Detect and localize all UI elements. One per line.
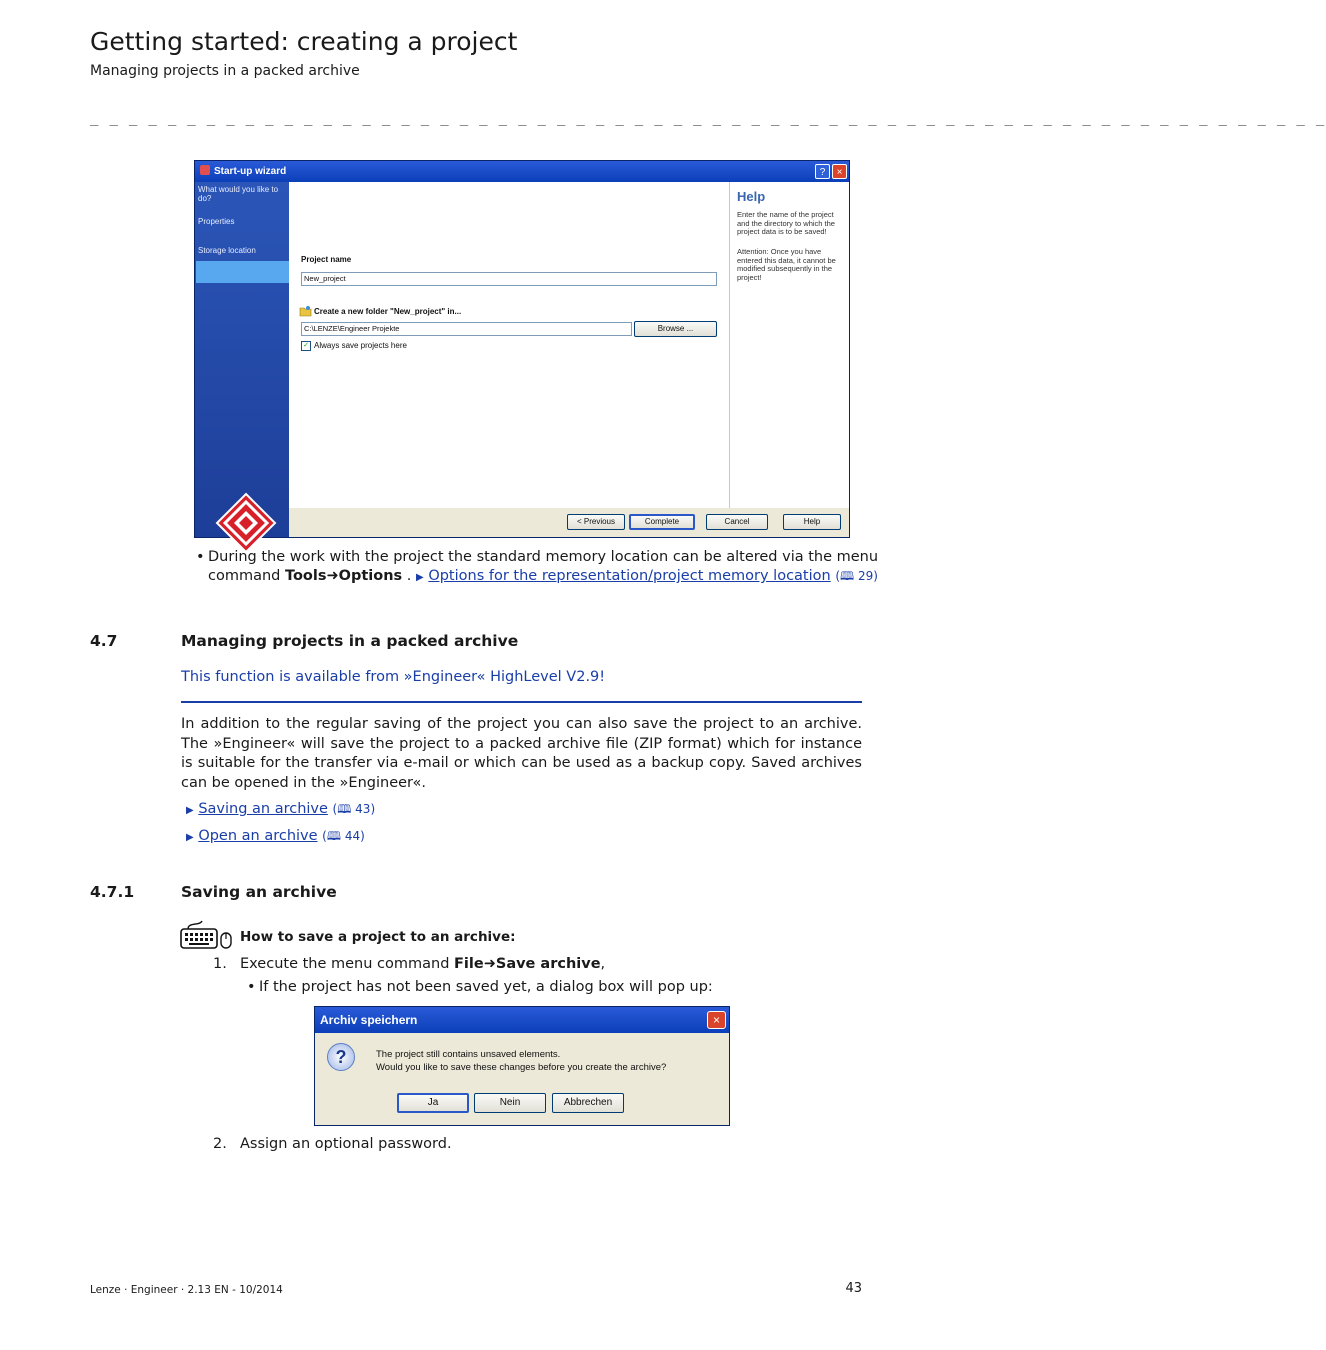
section-title-4-7-1: Saving an archive: [181, 883, 337, 901]
question-icon: ?: [327, 1043, 355, 1071]
dialog-cancel-button[interactable]: Abbrechen: [552, 1093, 624, 1113]
dialog-close-button[interactable]: ×: [707, 1011, 726, 1029]
wizard-sidebar: [195, 182, 289, 537]
create-folder-label: Create a new folder "New_project" in...: [314, 307, 462, 316]
wizard-close-button[interactable]: ×: [832, 164, 847, 179]
help-text-2: Attention: Once you have entered this data, it cannot be modified subsequently in the project!: [737, 247, 836, 282]
menu-options: Options: [338, 568, 403, 584]
footer-doc-info: Lenze · Engineer · 2.13 EN - 10/2014: [90, 1284, 283, 1296]
wizard-main-panel: [289, 182, 729, 508]
menu-save-archive: Save archive: [495, 956, 601, 972]
page-header-title: Getting started: creating a project: [90, 27, 518, 56]
menu-tools: Tools: [284, 568, 327, 584]
complete-button[interactable]: Complete: [629, 514, 695, 530]
wizard-side-item-what[interactable]: What would you like to do?: [198, 185, 279, 203]
link-arrow-icon: ▶: [186, 832, 194, 843]
wizard-side-item-properties[interactable]: Properties: [198, 217, 235, 226]
link-saving-archive-row: [186, 800, 375, 821]
project-name-label: Project name: [301, 255, 352, 264]
wizard-titlebar: [195, 161, 849, 182]
step-1-subtext: If the project has not been saved yet, a dialog box will pop up:: [259, 979, 713, 995]
bullet-marker: •: [196, 549, 205, 565]
step-2-number: 2.: [213, 1136, 227, 1152]
wizard-help-panel: [729, 182, 849, 508]
dialog-message-line2: Would you like to save these changes before you create the archive?: [376, 1062, 667, 1073]
page-header-subtitle: Managing projects in a packed archive: [90, 63, 360, 79]
wizard-side-item-storage[interactable]: Storage location: [198, 246, 256, 255]
step-1-text: Execute the menu command File➜Save archive,: [240, 956, 606, 972]
step-2-text: Assign an optional password.: [240, 1136, 452, 1152]
saving-archive-link[interactable]: Saving an archive: [198, 801, 328, 817]
dialog-message-line1: The project still contains unsaved elements.: [376, 1049, 561, 1060]
startup-wizard-window: [194, 160, 850, 538]
help-heading: Help: [737, 189, 766, 204]
help-text-1: Enter the name of the project and the directory to which the project data is to be saved!: [737, 210, 835, 236]
link-arrow-icon: ▶: [186, 805, 194, 816]
link-arrow-icon: ▶: [416, 572, 424, 583]
menu-arrow-icon: ➜: [326, 568, 339, 584]
new-folder-icon: [300, 306, 311, 316]
wizard-side-selection: [196, 261, 289, 283]
project-name-input[interactable]: New_project: [301, 272, 717, 286]
archive-save-dialog: [314, 1006, 730, 1126]
browse-button[interactable]: Browse ...: [634, 321, 717, 337]
bullet-text-line2: command Tools➜Options . ▶ Options for the representation/project memory location (🕮 29): [208, 568, 878, 584]
step-1-number: 1.: [213, 956, 227, 972]
version-note: This function is available from »Engineer« HighLevel V2.9!: [181, 669, 606, 685]
menu-file: File: [454, 956, 484, 972]
always-save-label: Always save projects here: [314, 341, 407, 350]
wizard-help-button[interactable]: Help: [783, 514, 841, 530]
lenze-logo-icon: [215, 492, 277, 554]
page-ref-44[interactable]: (🕮 44): [322, 829, 365, 843]
dialog-no-button[interactable]: Nein: [474, 1093, 546, 1113]
options-link[interactable]: Options for the representation/project memory location: [428, 568, 831, 584]
link-open-archive-row: [186, 827, 365, 848]
dialog-yes-button[interactable]: Ja: [397, 1093, 469, 1113]
menu-arrow-icon: ➜: [483, 956, 496, 972]
page-ref-43[interactable]: (🕮 43): [332, 802, 376, 816]
wizard-title: Start-up wizard: [214, 166, 287, 177]
page-number: 43: [845, 1281, 862, 1296]
section-number-4-7-1: 4.7.1: [90, 883, 135, 901]
open-archive-link[interactable]: Open an archive: [198, 828, 318, 844]
bullet-text-line1: During the work with the project the standard memory location can be altered via the menu: [208, 549, 879, 565]
page-ref-29[interactable]: (🕮 29): [835, 569, 878, 583]
header-divider: _ _ _ _ _ _ _ _ _ _ _ _ _ _ _ _ _ _ _ _ _ _ _ _ _ _ _ _ _ _ _ _ _ _ _ _ _ _ _ _ _ _ _ _ _ _ _ _ _ _ _ _ _ _ _ _ _ _ _ _ _ _ _ _: [90, 110, 1326, 126]
cancel-button[interactable]: Cancel: [706, 514, 768, 530]
previous-button[interactable]: < Previous: [567, 514, 625, 530]
section-number-4-7: 4.7: [90, 632, 118, 650]
wizard-app-icon: [200, 165, 210, 175]
keyboard-mouse-icon: [180, 920, 234, 952]
section-paragraph: In addition to the regular saving of the project you can also save the project to an archive. The »Engineer« will save the project to a packed archive file (ZIP format) which for instance is suitable for the transfer via e-mail or which can be used as a backup copy. Saved archives can be opened in the »Engineer«.: [181, 716, 862, 791]
storage-path-input[interactable]: C:\LENZE\Engineer Projekte: [301, 322, 632, 336]
note-rule: [181, 701, 862, 703]
section-title-4-7: Managing projects in a packed archive: [181, 632, 519, 650]
step-1-bullet: •: [247, 979, 256, 995]
howto-heading: How to save a project to an archive:: [240, 929, 516, 945]
wizard-help-titlebar-button[interactable]: ?: [815, 164, 830, 179]
always-save-checkbox[interactable]: ✓: [301, 341, 311, 351]
dialog-title: Archiv speichern: [315, 1007, 729, 1033]
